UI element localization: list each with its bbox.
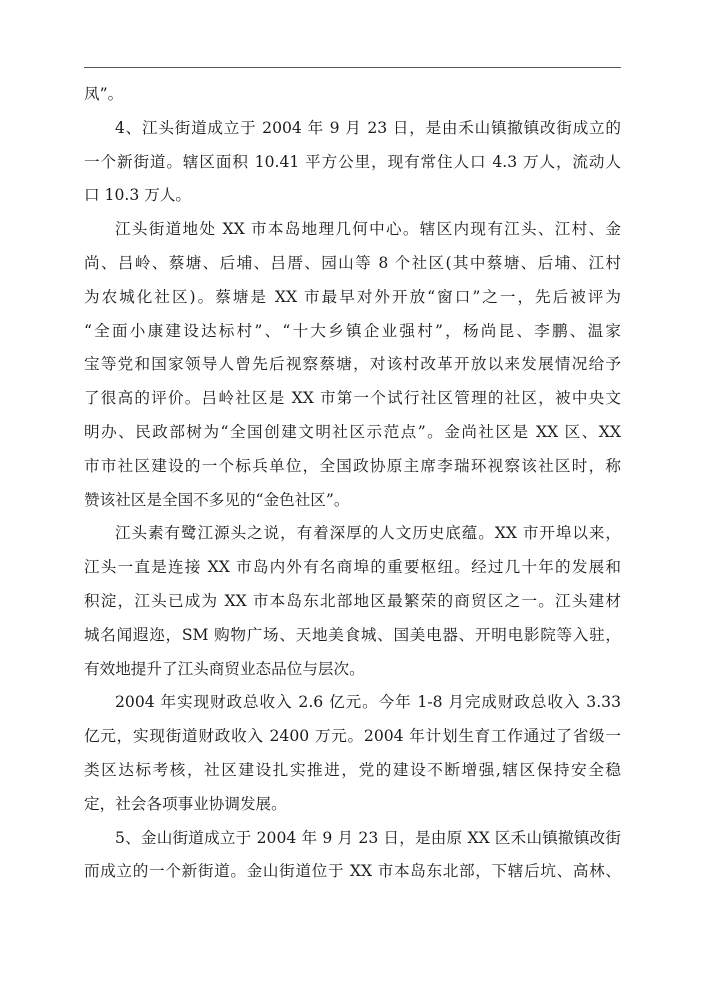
text-line: 明办、民政部树为“全国创建文明社区示范点”。金尚社区是 XX 区、XX xyxy=(84,422,621,441)
document-body xyxy=(84,78,621,889)
paragraph-5-start: 5、金山街道成立于 2004 年 9 月 23 日，是由原 XX 区禾山镇撤镇改街 xyxy=(115,828,621,847)
text-line: 尚、吕岭、蔡塘、后埔、吕厝、园山等 8 个社区(其中蔡塘、后埔、江村 xyxy=(84,253,621,272)
text-line: 江头一直是连接 XX 市岛内外有名商埠的重要枢纽。经过几十年的发展和 xyxy=(84,558,621,577)
text-line: 而成立的一个新街道。金山街道位于 XX 市本岛东北部，下辖后坑、高林、 xyxy=(84,862,621,881)
paragraph-4-start: 4、江头街道成立于 2004 年 9 月 23 日，是由禾山镇撤镇改街成立的 xyxy=(115,118,621,137)
text-line: 了很高的评价。吕岭社区是 XX 市第一个试行社区管理的社区，被中央文 xyxy=(84,389,621,408)
text-line: 凤”。 xyxy=(84,85,124,103)
text-line: 为农城化社区)。蔡塘是 XX 市最早对外开放“窗口”之一，先后被评为 xyxy=(84,287,621,306)
text-line: 城名闻遐迩，SM 购物广场、天地美食城、国美电器、开明电影院等入驻， xyxy=(84,625,621,644)
paragraph-start: 江头素有鹭江源头之说，有着深厚的人文历史底蕴。XX 市开埠以来， xyxy=(115,524,621,543)
text-line: 类区达标考核，社区建设扎实推进，党的建设不断增强,辖区保持安全稳 xyxy=(84,760,621,779)
header-rule xyxy=(84,67,621,68)
text-line: 口 10.3 万人。 xyxy=(84,186,192,205)
text-line: 赞该社区是全国不多见的“金色社区”。 xyxy=(84,490,350,509)
paragraph-start: 江头街道地处 XX 市本岛地理几何中心。辖区内现有江头、江村、金 xyxy=(115,220,621,239)
text-line: 有效地提升了江头商贸业态品位与层次。 xyxy=(84,659,365,678)
text-line: 市市社区建设的一个标兵单位，全国政协原主席李瑞环视察该社区时，称 xyxy=(84,456,621,475)
paragraph-start: 2004 年实现财政总收入 2.6 亿元。今年 1-8 月完成财政总收入 3.33 xyxy=(115,693,621,712)
text-line: 积淀，江头已成为 XX 市本岛东北部地区最繁荣的商贸区之一。江头建材 xyxy=(84,591,621,610)
text-line: 一个新街道。辖区面积 10.41 平方公里，现有常住人口 4.3 万人，流动人 xyxy=(84,152,621,171)
text-line: “全面小康建设达标村”、“十大乡镇企业强村”，杨尚昆、李鹏、温家 xyxy=(84,321,621,340)
text-line: 亿元，实现街道财政收入 2400 万元。2004 年计划生育工作通过了省级一 xyxy=(84,727,621,746)
text-line: 定，社会各项事业协调发展。 xyxy=(84,794,287,813)
text-line: 宝等党和国家领导人曾先后视察蔡塘，对该村改革开放以来发展情况给予 xyxy=(84,355,621,374)
